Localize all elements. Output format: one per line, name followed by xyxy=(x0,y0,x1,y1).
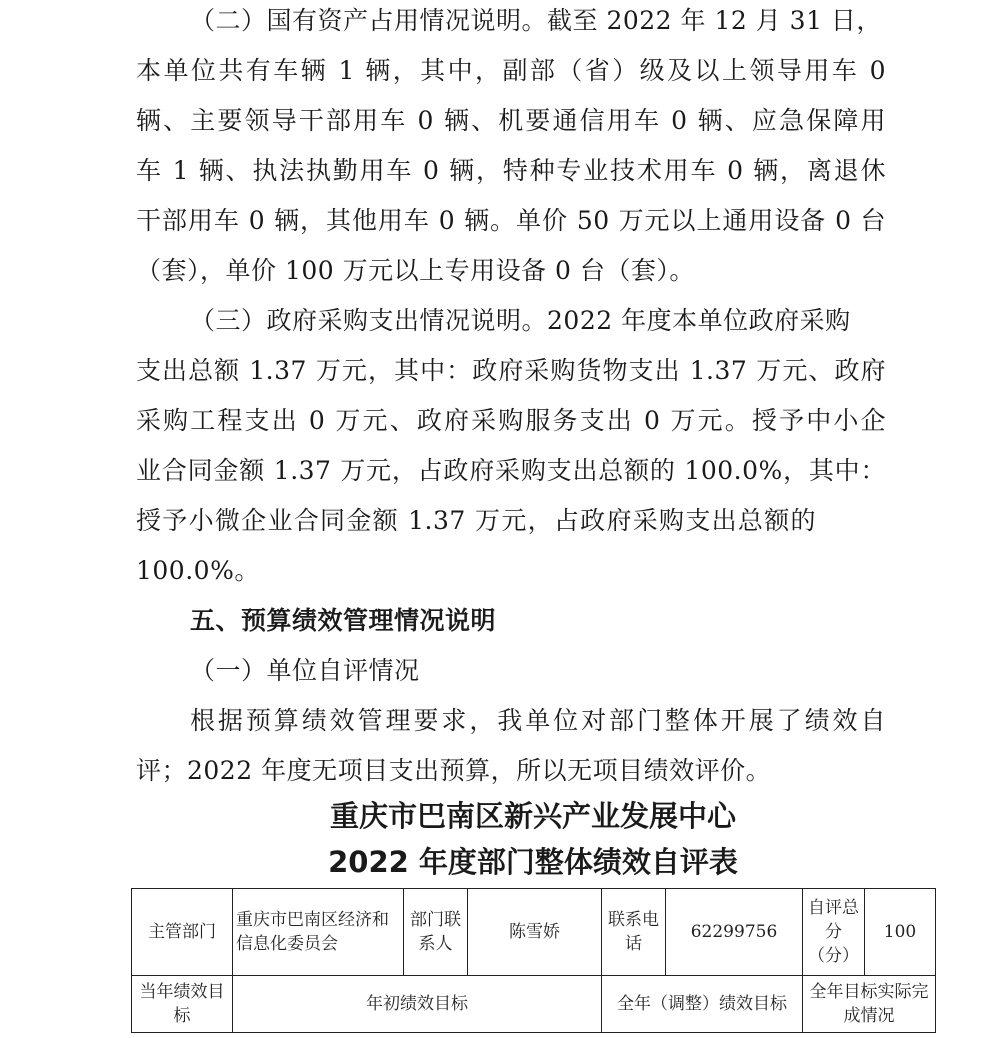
contact-label-cell: 部门联系人 xyxy=(404,889,468,976)
assets-paragraph-line: （二）国有资产占用情况说明。截至 2022 年 12 月 31 日， xyxy=(190,6,882,35)
self-eval-paragraph-line: 评；2022 年度无项目支出预算，所以无项目绩效评价。 xyxy=(136,756,772,785)
assets-paragraph-line: 车 1 辆、执法执勤用车 0 辆，特种专业技术用车 0 辆，离退休 xyxy=(136,156,886,185)
actual-completion-header: 全年目标实际完成情况 xyxy=(803,976,936,1033)
procurement-paragraph-line: 支出总额 1.37 万元，其中：政府采购货物支出 1.37 万元、政府 xyxy=(136,356,886,385)
assets-paragraph-line: 辆、主要领导干部用车 0 辆、机要通信用车 0 辆、应急保障用 xyxy=(136,106,886,135)
adjusted-goal-header: 全年（调整）绩效目标 xyxy=(602,976,803,1033)
assets-paragraph-line: 本单位共有车辆 1 辆，其中，副部（省）级及以上领导用车 0 xyxy=(136,56,886,85)
table-row xyxy=(132,889,936,976)
assets-paragraph-line: 干部用车 0 辆，其他用车 0 辆。单价 50 万元以上通用设备 0 台 xyxy=(136,206,886,235)
phone-value-cell: 62299756 xyxy=(666,889,803,976)
self-eval-paragraph-line: 根据预算绩效管理要求，我单位对部门整体开展了绩效自 xyxy=(190,706,886,735)
section-heading: 五、预算绩效管理情况说明 xyxy=(190,606,497,635)
contact-value-cell: 陈雪娇 xyxy=(468,889,602,976)
procurement-paragraph-line: 采购工程支出 0 万元、政府采购服务支出 0 万元。授予中小企 xyxy=(136,406,886,435)
form-title-line2: 2022 年度部门整体绩效自评表 xyxy=(328,845,738,879)
form-title-line1: 重庆市巴南区新兴产业发展中心 xyxy=(329,799,736,833)
procurement-paragraph-line: 授予小微企业合同金额 1.37 万元，占政府采购支出总额的 xyxy=(136,506,816,535)
procurement-paragraph-line: 100.0%。 xyxy=(136,556,260,585)
sub-heading: （一）单位自评情况 xyxy=(190,656,420,685)
table-row xyxy=(132,976,936,1033)
goal-label-cell: 当年绩效目标 xyxy=(132,976,233,1033)
dept-value-cell: 重庆市巴南区经济和信息化委员会 xyxy=(233,889,404,976)
score-value-cell: 100 xyxy=(865,889,936,976)
procurement-paragraph-line: 业合同金额 1.37 万元，占政府采购支出总额的 100.0%，其中： xyxy=(136,456,886,485)
dept-label-cell: 主管部门 xyxy=(132,889,233,976)
performance-table xyxy=(131,888,936,1033)
initial-goal-header: 年初绩效目标 xyxy=(233,976,602,1033)
procurement-paragraph-line: （三）政府采购支出情况说明。2022 年度本单位政府采购 xyxy=(190,306,851,335)
score-label-cell: 自评总分（分） xyxy=(803,889,865,976)
assets-paragraph-line: （套），单价 100 万元以上专用设备 0 台（套）。 xyxy=(136,256,695,285)
phone-label-cell: 联系电话 xyxy=(602,889,666,976)
